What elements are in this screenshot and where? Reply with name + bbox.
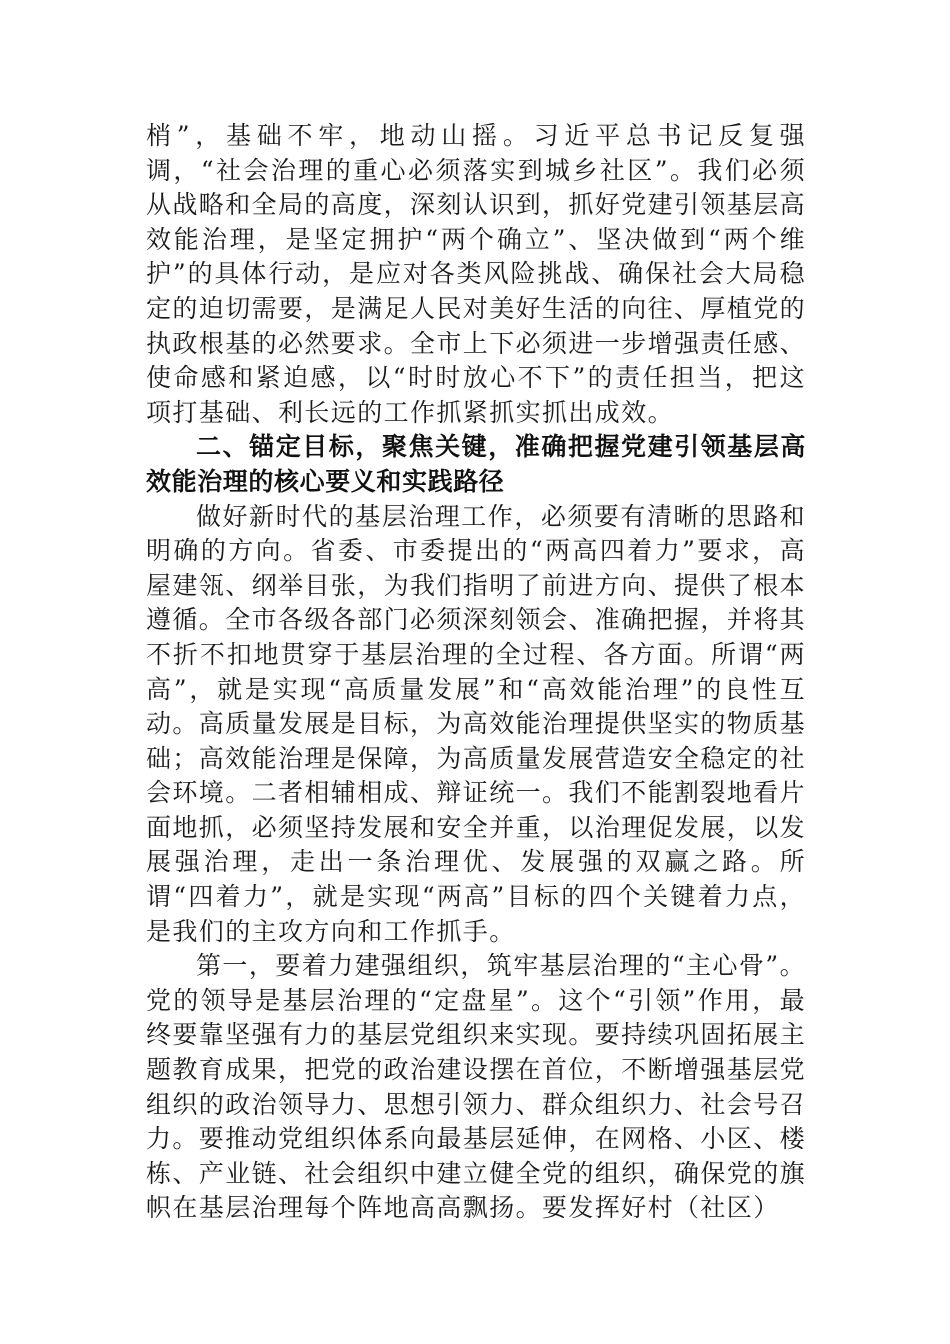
paragraph-continuation: 梢”，基础不牢，地动山摇。习近平总书记反复强调，“社会治理的重心必须落实到城乡社区”。我们必须从战略和全局的高度，深刻认识到，抓好党建引领基层高效能治理，是坚定拥护“两个确立”、坚决做到“两个维护”的具体行动，是应对各类风险挑战、确保社会大局稳定的迫切需要，是满足人民对美好生活的向往、厚植党的执政根基的必然要求。全市上下必须进一步增强责任感、使命感和紧迫感，以“时时放心不下”的责任担当，把这项打基础、利长远的工作抓紧抓实抓出成效。 — [146, 121, 807, 427]
paragraph-two-high-four-focus: 做好新时代的基层治理工作，必须要有清晰的思路和明确的方向。省委、市委提出的“两高四着力”要求，高屋建瓴、纲举目张，为我们指明了前进方向、提供了根本遵循。全市各级各部门必须深刻领会、准确把握，并将其不折不扣地贯穿于基层治理的全过程、各方面。所谓“两高”，就是实现“高质量发展”和“高效能治理”的良性互动。高质量发展是目标，为高效能治理提供坚实的物质基础；高效能治理是保障，为高质量发展营造安全稳定的社会环境。二者相辅相成、辩证统一。我们不能割裂地看片面地抓，必须坚持发展和安全并重，以治理促发展，以发展强治理，走出一条治理优、发展强的双赢之路。所谓“四着力”，就是实现“两高”目标的四个关键着力点，是我们的主攻方向和工作抓手。 — [146, 501, 807, 946]
section-heading: 二、锚定目标，聚焦关键，准确把握党建引领基层高效能治理的核心要义和实践路径 — [146, 432, 806, 496]
document-body — [146, 119, 806, 1226]
paragraph-first-point: 第一，要着力建强组织，筑牢基层治理的“主心骨”。党的领导是基层治理的“定盘星”。这个“引领”作用，最终要靠坚强有力的基层党组织来实现。要持续巩固拓展主题教育成果，把党的政治建设摆在首位，不断增强基层党组织的政治领导力、思想引领力、群众组织力、社会号召力。要推动党组织体系向最基层延伸，在网格、小区、楼栋、产业链、社会组织中建立健全党的组织，确保党的旗帜在基层治理每个阵地高高飘扬。要发挥好村（社区） — [146, 951, 807, 1223]
